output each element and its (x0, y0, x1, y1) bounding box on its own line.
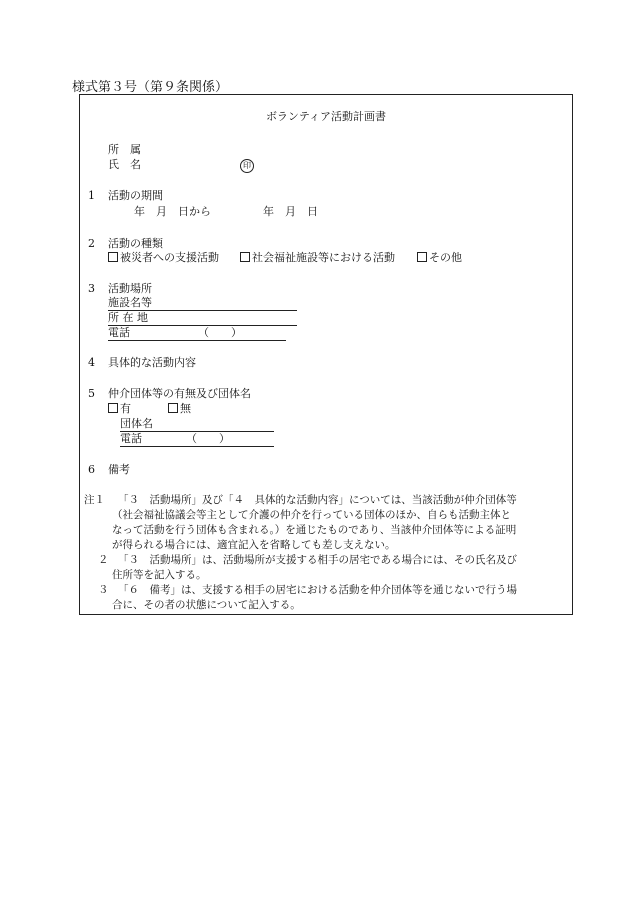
section-1-number: 1 (88, 189, 95, 202)
activity-option-disaster[interactable]: 被災者への支援活動 (108, 251, 219, 265)
address-field[interactable]: 所 在 地 (108, 311, 297, 326)
name-label: 氏 名 (108, 158, 141, 171)
intermediary-yes-option[interactable]: 有 (108, 402, 131, 416)
note-3-line-1: 「６ 備考」は、支援する相手の居宅における活動を仲介団体等を通じないで行う場 (118, 584, 517, 596)
note-2-line-1: 「３ 活動場所」は、活動場所が支援する相手の居宅である場合には、その氏名及び (118, 554, 517, 566)
form-box (79, 94, 573, 615)
period-from: 年 月 日から (134, 205, 211, 218)
note-3-line-2: 合に、その者の状態について記入する。 (112, 599, 301, 611)
section-3-label: 活動場所 (108, 282, 152, 295)
organization-phone-field[interactable]: 電話 （ ） (120, 432, 274, 447)
note-prefix: 注１ (84, 494, 105, 506)
checkbox-icon[interactable] (108, 403, 118, 413)
seal-icon: 印 (240, 159, 254, 173)
note-1-line-4: が得られる場合には、適宜記入を省略しても差し支えない。 (112, 539, 396, 551)
section-6-number: 6 (88, 463, 95, 476)
section-3-number: 3 (88, 282, 95, 295)
note-1-line-1: 「３ 活動場所」及び「４ 具体的な活動内容」については、当該活動が仲介団体等 (118, 494, 517, 506)
form-number: 様式第３号（第９条関係） (72, 80, 229, 95)
note-1-line-3: なって活動を行う団体も含まれる。）を通じたものであり、当該仲介団体等による証明 (112, 524, 517, 536)
organization-name-field[interactable]: 団体名 (120, 417, 274, 432)
form-title: ボランティア活動計画書 (265, 110, 387, 123)
seal-mark (240, 158, 254, 173)
period-to: 年 月 日 (263, 205, 318, 218)
section-4-number: 4 (88, 356, 95, 369)
section-2-number: 2 (88, 237, 95, 250)
checkbox-icon[interactable] (417, 252, 427, 262)
phone-field[interactable]: 電話 （ ） (108, 326, 286, 341)
checkbox-icon[interactable] (168, 403, 178, 413)
section-2-label: 活動の種類 (108, 237, 163, 250)
facility-name-field[interactable]: 施設名等 (108, 296, 297, 311)
checkbox-icon[interactable] (108, 252, 118, 262)
section-5-number: 5 (88, 387, 95, 400)
section-1-label: 活動の期間 (108, 189, 163, 202)
note-2-line-2: 住所等を記入する。 (112, 569, 207, 581)
checkbox-icon[interactable] (240, 252, 250, 262)
activity-option-welfare[interactable]: 社会福祉施設等における活動 (240, 251, 395, 265)
section-6-label: 備考 (108, 463, 130, 476)
affiliation-label: 所 属 (108, 143, 141, 156)
activity-option-other[interactable]: その他 (417, 251, 462, 265)
section-5-label: 仲介団体等の有無及び団体名 (108, 387, 251, 400)
section-4-label: 具体的な活動内容 (108, 356, 196, 369)
note-3-number: ３ (98, 584, 109, 596)
note-1-line-2: （社会福祉協議会等主として介護の仲介を行っている団体のほか、自らも活動主体と (112, 509, 511, 521)
intermediary-no-option[interactable]: 無 (168, 402, 191, 416)
note-2-number: ２ (98, 554, 109, 566)
